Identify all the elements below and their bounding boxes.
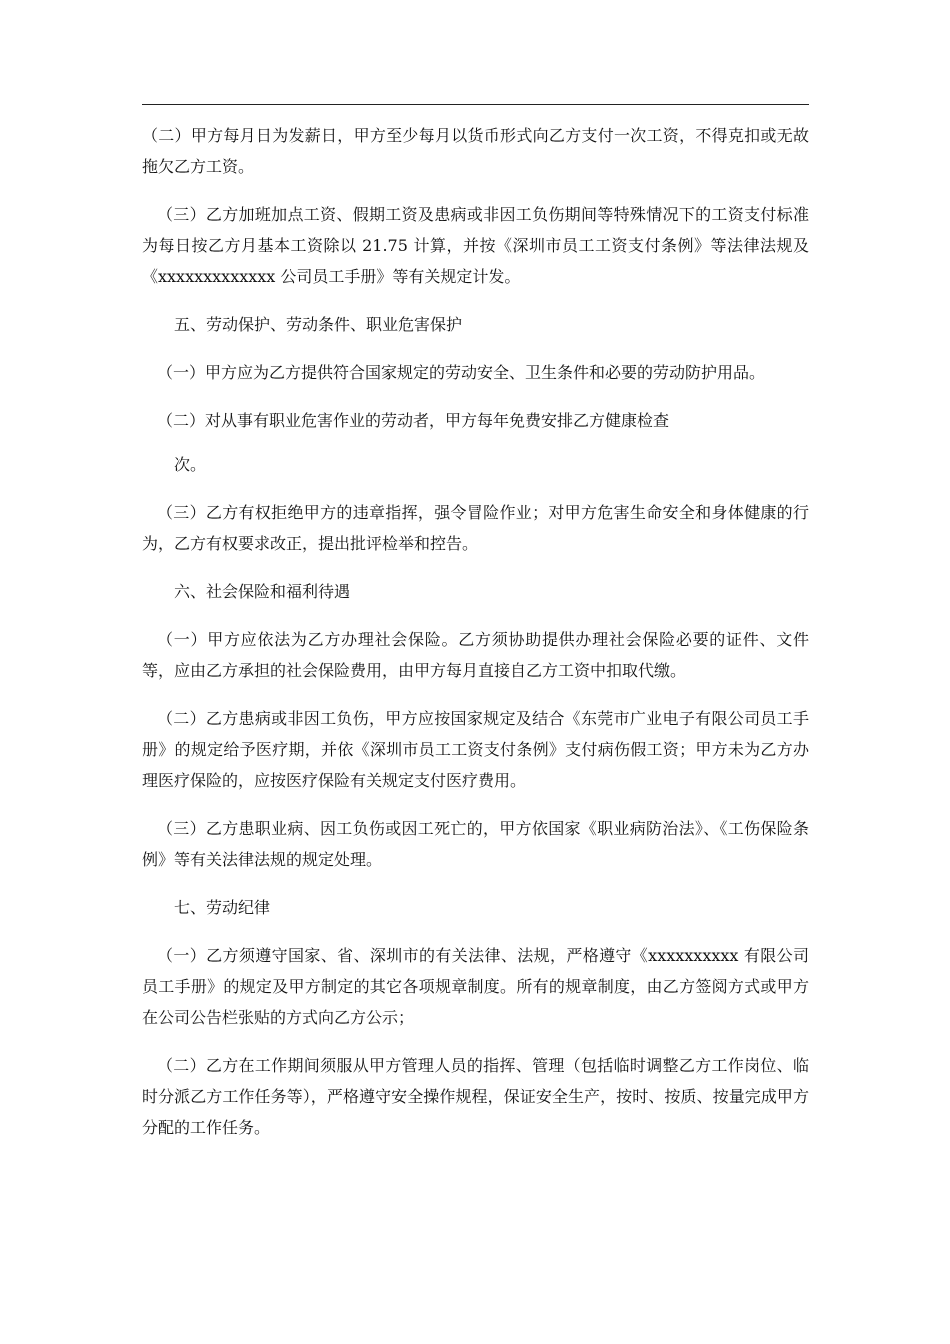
paragraph-wage-payday: （二）甲方每月日为发薪日，甲方至少每月以货币形式向乙方支付一次工资，不得克扣或无故拖欠乙方工资。 [142, 126, 809, 176]
paragraph-safety-conditions: （一）甲方应为乙方提供符合国家规定的劳动安全、卫生条件和必要的劳动防护用品。 [157, 363, 766, 382]
paragraph-occupational-disease: （三）乙方患职业病、因工负伤或因工死亡的，甲方依国家《职业病防治法》、《工伤保险条例》等有关法律法规的规定处理。 [142, 819, 809, 869]
section-heading-labor-protection: 五、劳动保护、劳动条件、职业危害保护 [174, 315, 463, 334]
header-rule [142, 104, 809, 105]
paragraph-rules-compliance: （一）乙方须遵守国家、省、深圳市的有关法律、法规，严格遵守《xxxxxxxxxx 有限公司员工手册》的规定及甲方制定的其它各项规章制度。所有的规章制度，由乙方签阅方式或甲方在公司公告栏张贴的方式向乙方公示； [142, 946, 809, 1027]
paragraph-social-insurance: （一）甲方应依法为乙方办理社会保险。乙方须协助提供办理社会保险必要的证件、文件等，应由乙方承担的社会保险费用，由甲方每月直接自乙方工资中扣取代缴。 [142, 630, 809, 680]
section-heading-social-insurance: 六、社会保险和福利待遇 [174, 582, 351, 601]
paragraph-overtime-wage: （三）乙方加班加点工资、假期工资及患病或非因工负伤期间等特殊情况下的工资支付标准为每日按乙方月基本工资除以 21.75 计算，并按《深圳市员工工资支付条例》等法律法规及《xxxxxxxxxxxxx 公司员工手册》等有关规定计发。 [142, 205, 809, 286]
paragraph-health-check-continued: 次。 [174, 455, 207, 474]
paragraph-health-check: （二）对从事有职业危害作业的劳动者，甲方每年免费安排乙方健康检查 [157, 411, 670, 430]
paragraph-work-obedience: （二）乙方在工作期间须服从甲方管理人员的指挥、管理（包括临时调整乙方工作岗位、临时分派乙方工作任务等），严格遵守安全操作规程，保证安全生产，按时、按质、按量完成甲方分配的工作任务。 [142, 1056, 809, 1137]
section-heading-labor-discipline: 七、劳动纪律 [174, 898, 271, 917]
paragraph-refuse-violation: （三）乙方有权拒绝甲方的违章指挥，强令冒险作业；对甲方危害生命安全和身体健康的行为，乙方有权要求改正，提出批评检举和控告。 [142, 503, 809, 553]
document-body [142, 120, 809, 1143]
paragraph-sick-leave: （二）乙方患病或非因工负伤，甲方应按国家规定及结合《东莞市广业电子有限公司员工手册》的规定给予医疗期，并依《深圳市员工工资支付条例》支付病伤假工资；甲方未为乙方办理医疗保险的，应按医疗保险有关规定支付医疗费用。 [142, 709, 809, 790]
